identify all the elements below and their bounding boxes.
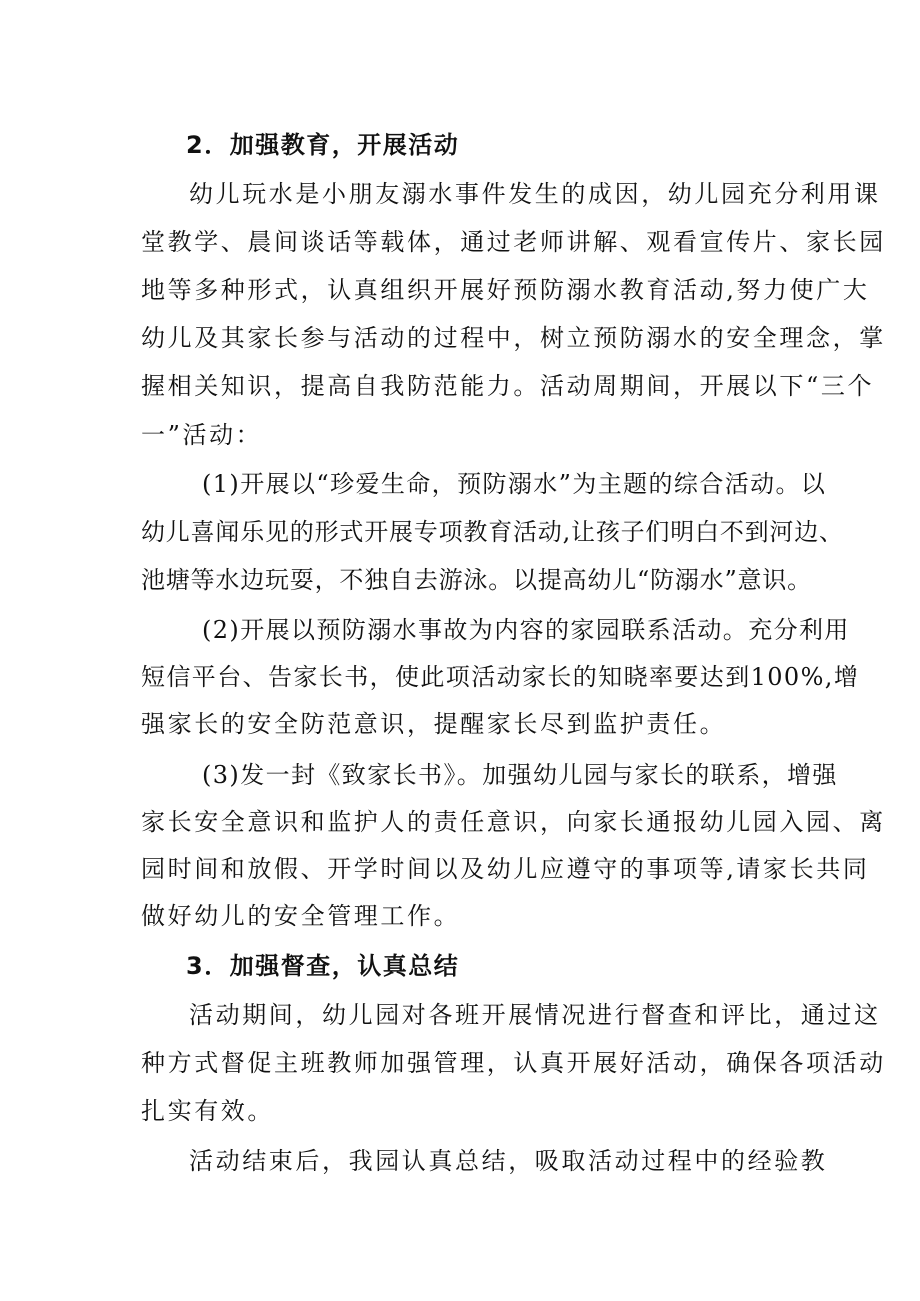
section-heading-2: 2．加强教育，开展活动 [186,131,460,159]
list-item-line: 园时间和放假、开学时间以及幼儿应遵守的事项等,请家长共同 [141,855,870,883]
paragraph-line: 扎实有效。 [141,1097,274,1125]
paragraph-line: 活动结束后，我园认真总结，吸取活动过程中的经验教 [189,1147,828,1175]
paragraph-line: 种方式督促主班教师加强管理，认真开展好活动，确保各项活动 [141,1049,886,1077]
list-item-line: 做好幼儿的安全管理工作。 [141,902,461,930]
list-item-line: (3)发一封《致家长书》。加强幼儿园与家长的联系，增强 [202,761,838,789]
paragraph-line: 幼儿玩水是小朋友溺水事件发生的成因，幼儿园充分利用课 [189,180,881,208]
section-heading-3: 3．加强督查，认真总结 [186,952,460,980]
paragraph-line: 活动期间，幼儿园对各班开展情况进行督查和评比，通过这 [189,1001,881,1029]
paragraph-line: 堂教学、晨间谈话等载体，通过老师讲解、观看宣传片、家长园 [141,228,886,256]
paragraph-line: 握相关知识，提高自我防范能力。活动周期间，开展以下“三个 [141,372,875,400]
paragraph-line: 地等多种形式，认真组织开展好预防溺水教育活动,努力使广大 [141,276,870,304]
list-item-line: (1)开展以“珍爱生命，预防溺水”为主题的综合活动。以 [202,470,827,498]
list-item-line: 家长安全意识和监护人的责任意识，向家长通报幼儿园入园、离 [141,808,886,836]
list-item-line: 强家长的安全防范意识，提醒家长尽到监护责任。 [141,710,727,738]
list-item-line: 短信平台、告家长书，使此项活动家长的知晓率要达到100%,增 [141,663,860,691]
list-item-line: (2)开展以预防溺水事故为内容的家园联系活动。充分利用 [202,616,850,644]
list-item-line: 池塘等水边玩耍，不独自去游泳。以提高幼儿“防溺水”意识。 [141,566,812,594]
paragraph-line: 一”活动： [141,421,263,449]
paragraph-line: 幼儿及其家长参与活动的过程中，树立预防溺水的安全理念，掌 [141,324,886,352]
list-item-line: 幼儿喜闻乐见的形式开展专项教育活动,让孩子们明白不到河边、 [141,518,844,546]
